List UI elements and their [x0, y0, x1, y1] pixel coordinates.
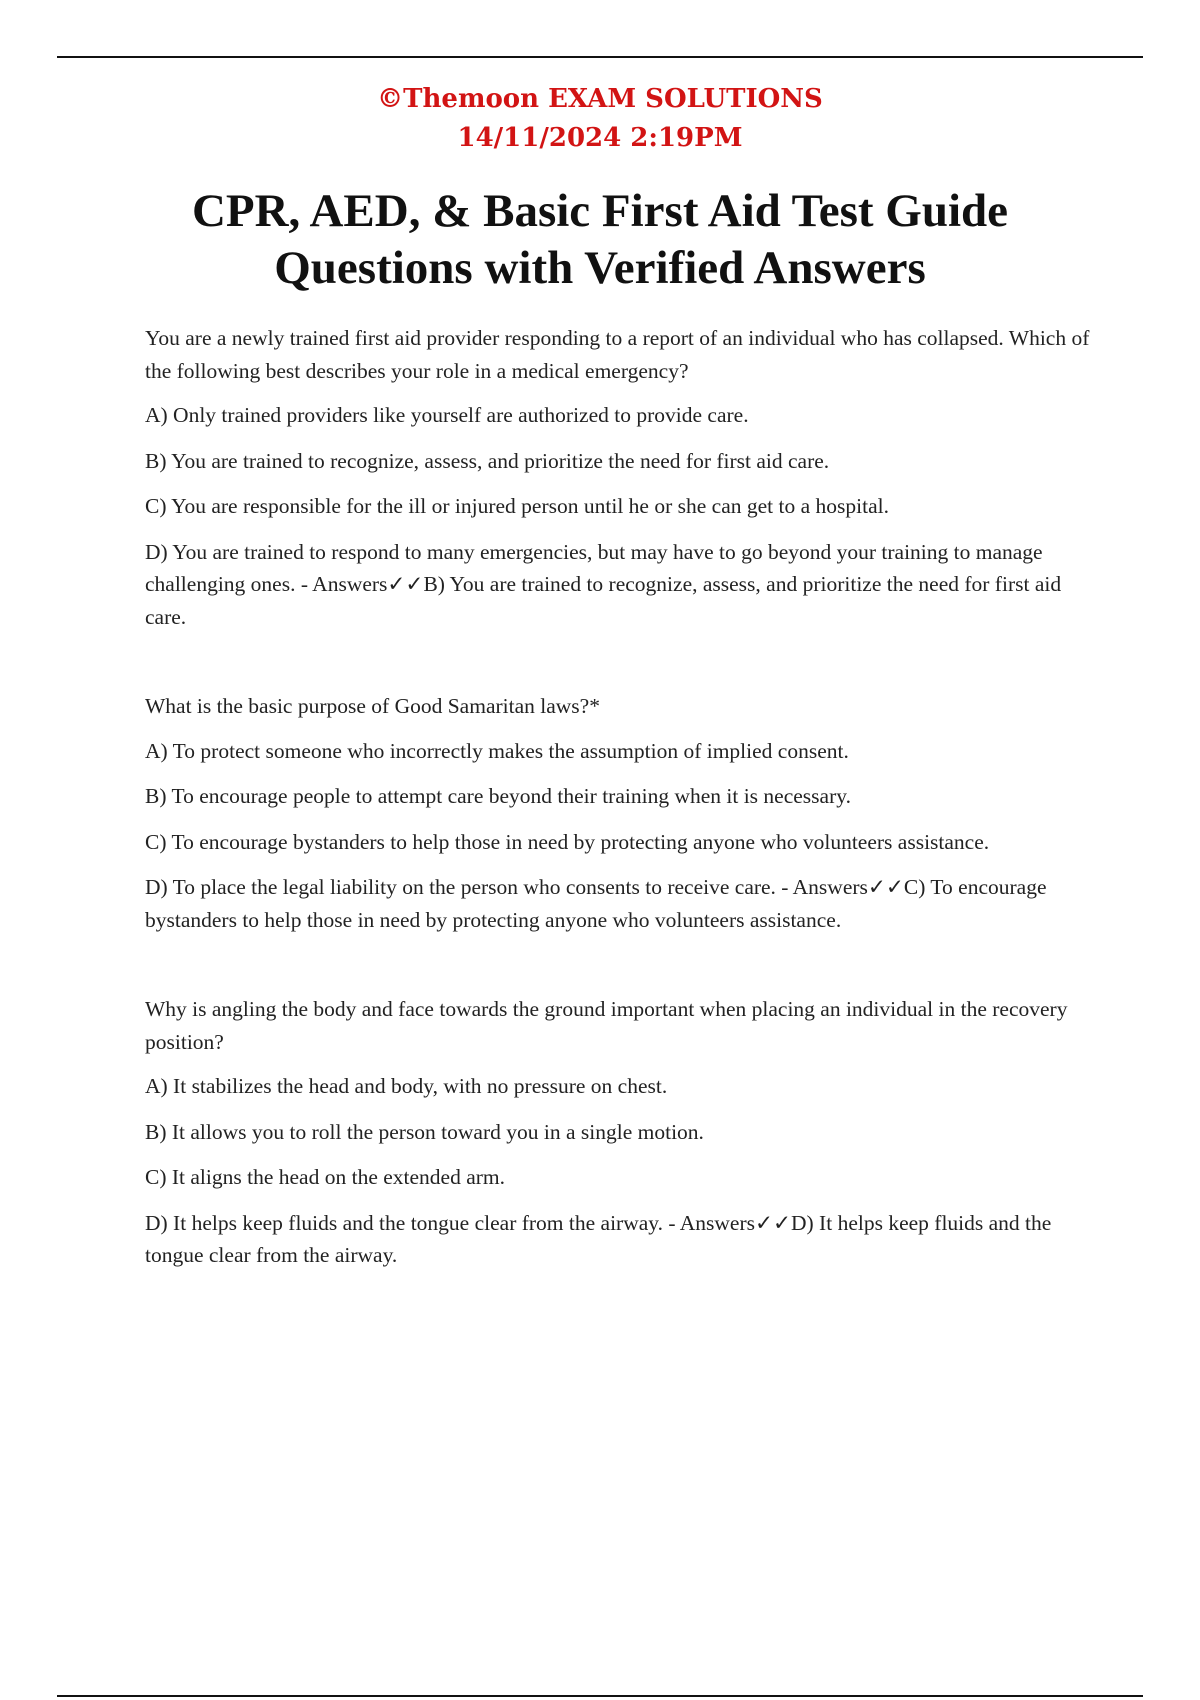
question-text: What is the basic purpose of Good Samaritan laws?*	[145, 694, 600, 718]
option-b: B) You are trained to recognize, assess, and prioritize the need for first aid care.	[145, 448, 830, 473]
question-list	[145, 322, 1090, 1272]
option-c: C) You are responsible for the ill or injured person until he or she can get to a hospital.	[145, 494, 889, 518]
option-b: B) To encourage people to attempt care beyond their training when it is necessary.	[145, 784, 851, 808]
document-title	[0, 183, 1200, 297]
option-a: A) Only trained providers like yourself are authorized to provide care.	[145, 403, 749, 427]
question-text: Why is angling the body and face towards the ground important when placing an individual in the recovery position?	[145, 997, 1068, 1054]
option-d-with-answer: D) You are trained to respond to many emergencies, but may have to go beyond your training to manage challenging ones. - Answers✓✓B) You are trained to recognize, assess, and prioritize the need for first aid care.	[145, 539, 1062, 629]
option-d-with-answer: D) It helps keep fluids and the tongue clear from the airway. - Answers✓✓D) It helps keep fluids and the tongue clear from the airway.	[145, 1210, 1052, 1267]
option-c: C) To encourage bystanders to help those in need by protecting anyone who volunteers assistance.	[145, 829, 990, 854]
option-a: A) To protect someone who incorrectly makes the assumption of implied consent.	[145, 738, 849, 763]
watermark-header	[0, 80, 1200, 158]
document-title-line-2: Questions with Verified Answers	[274, 242, 926, 294]
document-title-line-1: CPR, AED, & Basic First Aid Test Guide	[191, 185, 1009, 237]
question-block-1	[145, 322, 1090, 633]
question-block-2	[145, 690, 1090, 936]
top-rule	[57, 56, 1143, 58]
watermark-text: ©Themoon EXAM SOLUTIONS	[377, 84, 823, 114]
option-c: C) It aligns the head on the extended arm.	[145, 1165, 506, 1189]
question-text: You are a newly trained first aid provider responding to a report of an individual who has collapsed. Which of the following best describes your role in a medical emergency?	[145, 326, 1090, 383]
option-b: B) It allows you to roll the person toward you in a single motion.	[145, 1119, 704, 1144]
bottom-rule	[57, 1695, 1143, 1697]
option-a: A) It stabilizes the head and body, with no pressure on chest.	[145, 1074, 668, 1098]
option-d-with-answer: D) To place the legal liability on the person who consents to receive care. - Answers✓✓C) To encourage bystanders to help those in need by protecting anyone who volunteers assistance.	[145, 875, 1047, 932]
question-block-3	[145, 993, 1090, 1272]
watermark-timestamp: 14/11/2024 2:19PM	[457, 123, 743, 153]
